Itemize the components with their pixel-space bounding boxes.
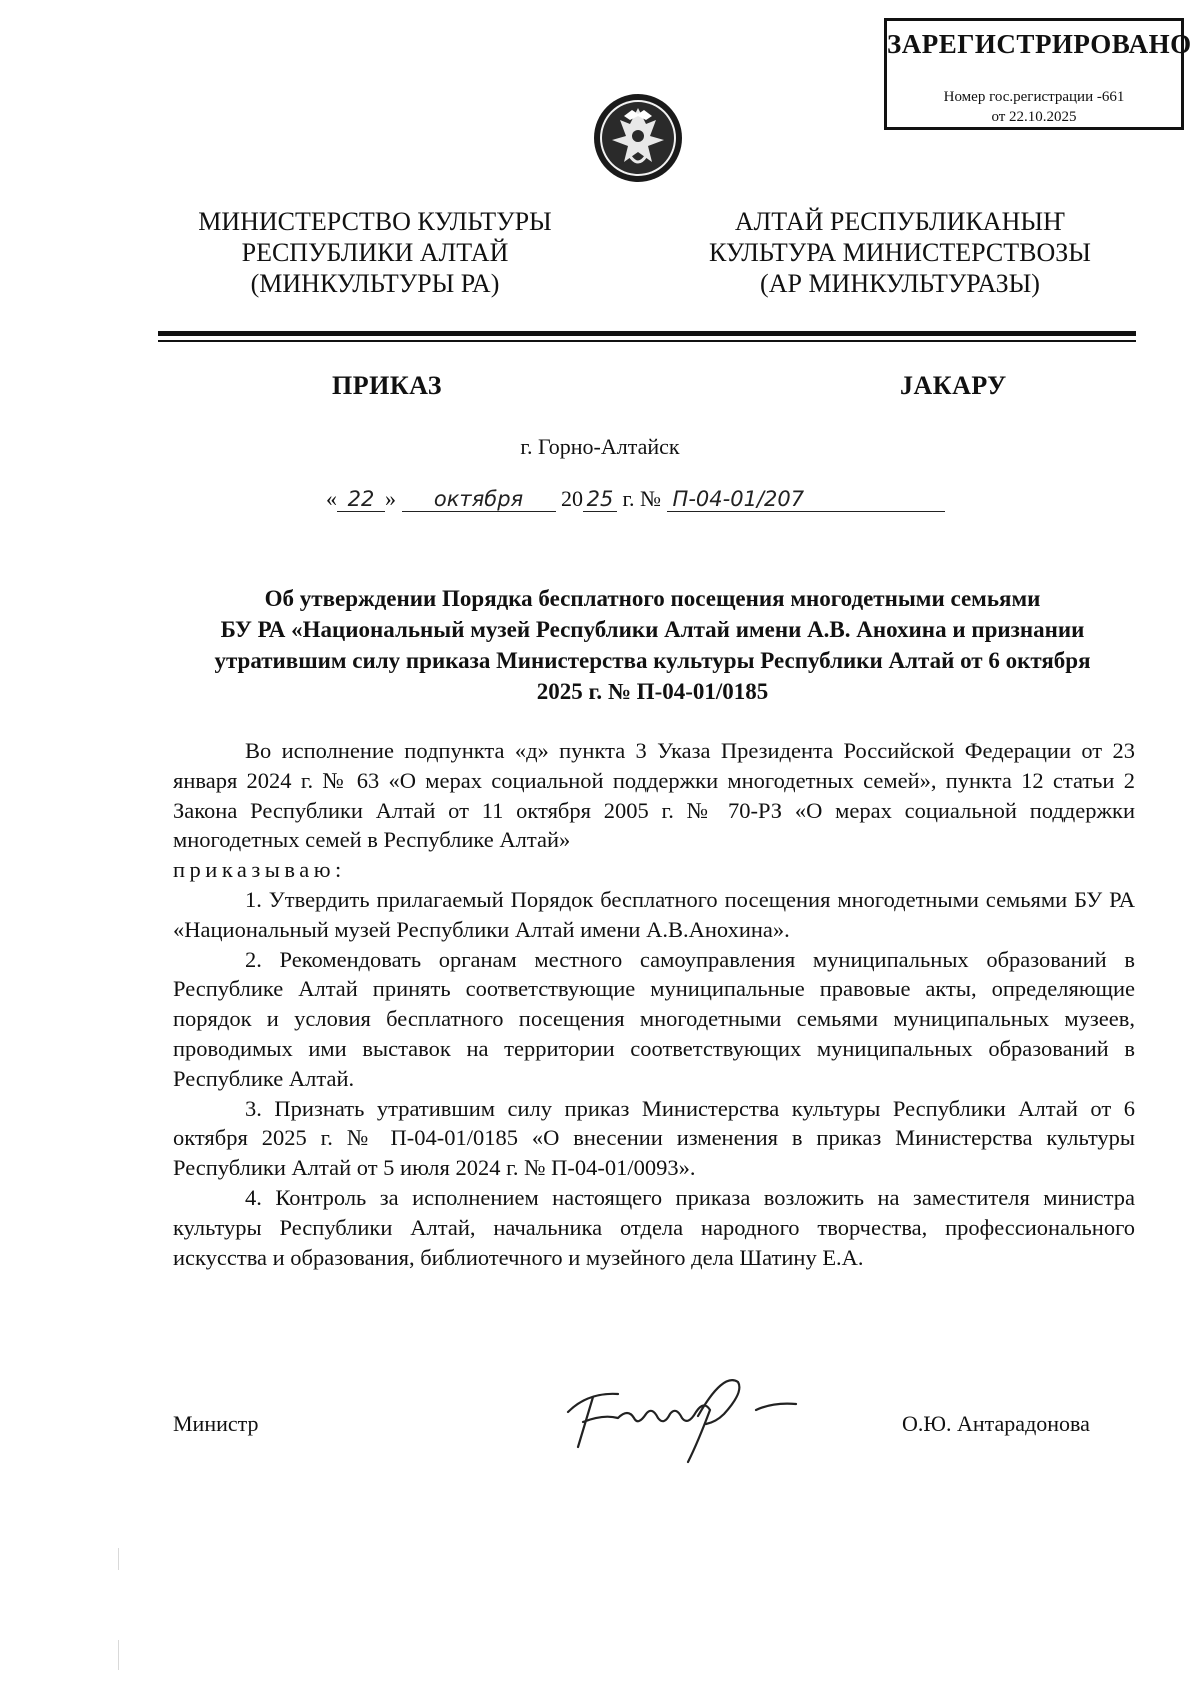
date-year-suffix: 25 xyxy=(583,487,617,512)
date-close-quote: » xyxy=(385,486,396,511)
title-line: 2025 г. № П-04-01/0185 xyxy=(536,679,769,704)
order-number: П-04-01/207 xyxy=(667,487,945,512)
order-item: 1. Утвердить прилагаемый Порядок бесплатного посещения многодетными семьями БУ РА «Национальный музей Республики Алтай имени А.В.Анохина». xyxy=(173,886,1135,942)
order-item: 4. Контроль за исполнением настоящего приказа возложить на заместителя министра культуры Республики Алтай, начальника отдела народного творчества, профессионального искусства и образования, библиотечного и музейного дела Шатину Е.А. xyxy=(173,1184,1135,1270)
preamble: Во исполнение подпункта «д» пункта 3 Указа Президента Российской Федерации от 23 января 2024 г. № 63 «О мерах социальной поддержки многодетных семей», пункта 12 статьи 2 Закона Республики Алтай от 11 октября 2005 г. № 70-РЗ «О мерах социальной поддержки многодетных семей в Республике Алтай» xyxy=(173,738,1135,853)
republic-emblem-icon xyxy=(590,90,686,186)
document-body xyxy=(173,736,1135,1272)
date-month: октября xyxy=(402,487,556,512)
stamp-reg-date: от 22.10.2025 xyxy=(991,109,1077,125)
ministry-alt-line: КУЛЬТУРА МИНИСТЕРСТВОЗЫ xyxy=(709,238,1091,267)
registration-stamp xyxy=(884,18,1192,130)
doc-type-alt: ЈАКАРУ xyxy=(900,371,1007,400)
stamp-title: ЗАРЕГИСТРИРОВАНО xyxy=(887,29,1192,59)
title-line: БУ РА «Национальный музей Республики Алтай имени А.В. Анохина и признании xyxy=(220,617,1085,642)
order-item: 2. Рекомендовать органам местного самоуправления муниципальных образований в Республике Алтай принять соответствующие муниципальные правовые акты, определяющие порядок и условия бесплатного посещения многодетными семьями муниципальных музеев, проводимых ими выставок на территории соответствующих муниципальных образований в Республике Алтай. xyxy=(173,946,1135,1091)
header-divider-thick xyxy=(158,331,1136,336)
date-number-line xyxy=(326,486,945,512)
header-divider-thin xyxy=(158,340,1136,342)
city: г. Горно-Алтайск xyxy=(520,434,680,459)
ministry-name-alt xyxy=(660,206,1140,299)
scan-artifact xyxy=(118,1640,119,1670)
date-year-unit: г. № xyxy=(622,486,662,511)
scan-artifact xyxy=(118,1548,119,1570)
stamp-reg-number: Номер гос.регистрации -661 xyxy=(943,89,1125,105)
ministry-alt-line: АЛТАЙ РЕСПУБЛИКАНЫҤ xyxy=(734,207,1066,236)
document-title xyxy=(160,583,1145,707)
title-line: утратившим силу приказа Министерства культуры Республики Алтай от 6 октября xyxy=(214,648,1091,673)
date-day: 22 xyxy=(337,487,385,512)
ministry-alt-line: (АР МИНКУЛЬТУРАЗЫ) xyxy=(760,269,1040,298)
ministry-ru-line: (МИНКУЛЬТУРЫ РА) xyxy=(250,269,500,298)
ministry-name-ru xyxy=(150,206,600,299)
order-word: приказываю: xyxy=(173,857,346,883)
title-line: Об утверждении Порядка бесплатного посещения многодетными семьями xyxy=(264,586,1041,611)
date-open-quote: « xyxy=(326,486,337,511)
signatory-name: О.Ю. Антарадонова xyxy=(902,1411,1090,1436)
date-year-prefix: 20 xyxy=(561,486,583,511)
doc-type-ru: ПРИКАЗ xyxy=(332,371,443,400)
handwritten-signature xyxy=(548,1352,828,1472)
ministry-ru-line: МИНИСТЕРСТВО КУЛЬТУРЫ xyxy=(198,207,552,236)
ministry-ru-line: РЕСПУБЛИКИ АЛТАЙ xyxy=(241,238,509,267)
signatory-position: Министр xyxy=(173,1411,259,1436)
order-item: 3. Признать утратившим силу приказ Министерства культуры Республики Алтай от 6 октября 2025 г. № П-04-01/0185 «О внесении изменения в приказ Министерства культуры Республики Алтай от 5 июля 2024 г. № П-04-01/0093». xyxy=(173,1095,1135,1181)
